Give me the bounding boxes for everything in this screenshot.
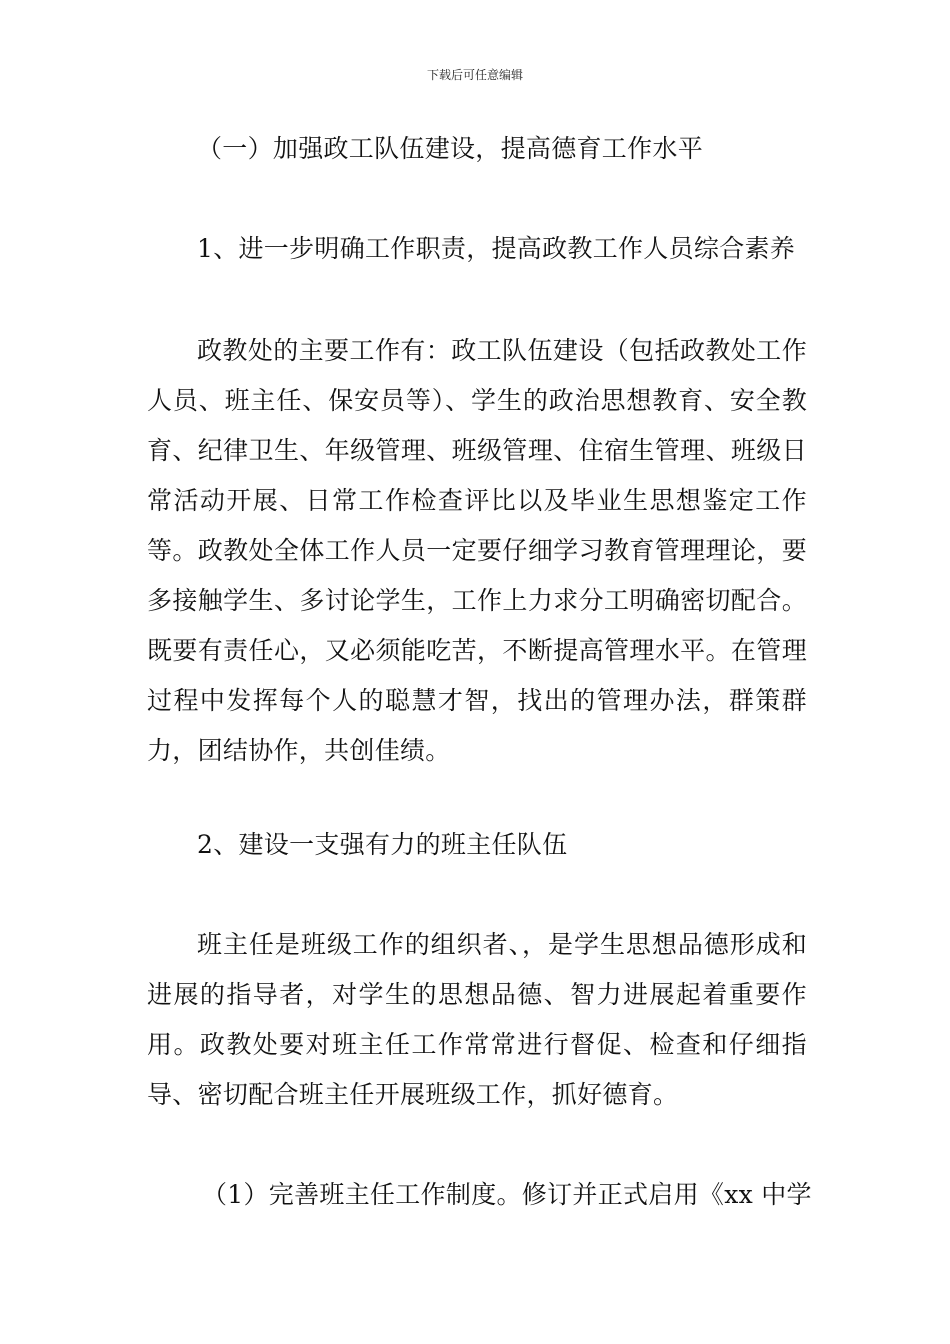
section-heading: （一）加强政工队伍建设，提高德育工作水平: [197, 134, 704, 163]
item-2-paragraph: 班主任是班级工作的组织者、，是学生思想品德形成和进展的指导者，对学生的思想品德、智力进展起着重要作用。政教处要对班主任工作常常进行督促、检查和仔细指导、密切配合班主任开展班级工作，抓好德育。: [147, 930, 807, 1109]
item-1-heading: 1、进一步明确工作职责，提高政教工作人员综合素养: [197, 234, 796, 263]
item-1-paragraph: 政教处的主要工作有：政工队伍建设（包括政教处工作人员、班主任、保安员等）、学生的政治思想教育、安全教育、纪律卫生、年级管理、班级管理、住宿生管理、班级日常活动开展、日常工作检查评比以及毕业生思想鉴定工作等。政教处全体工作人员一定要仔细学习教育管理理论，要多接触学生、多讨论学生，工作上力求分工明确密切配合。既要有责任心，又必须能吃苦，不断提高管理水平。在管理过程中发挥每个人的聪慧才智，找出的管理办法，群策群力，团结协作，共创佳绩。: [147, 336, 807, 765]
item-2-heading: 2、建设一支强有力的班主任队伍: [197, 830, 568, 859]
subitem-1-text: （1）完善班主任工作制度。修订并正式启用《xx 中学: [202, 1180, 812, 1209]
page-header-note: 下载后可任意编辑: [426, 68, 523, 82]
